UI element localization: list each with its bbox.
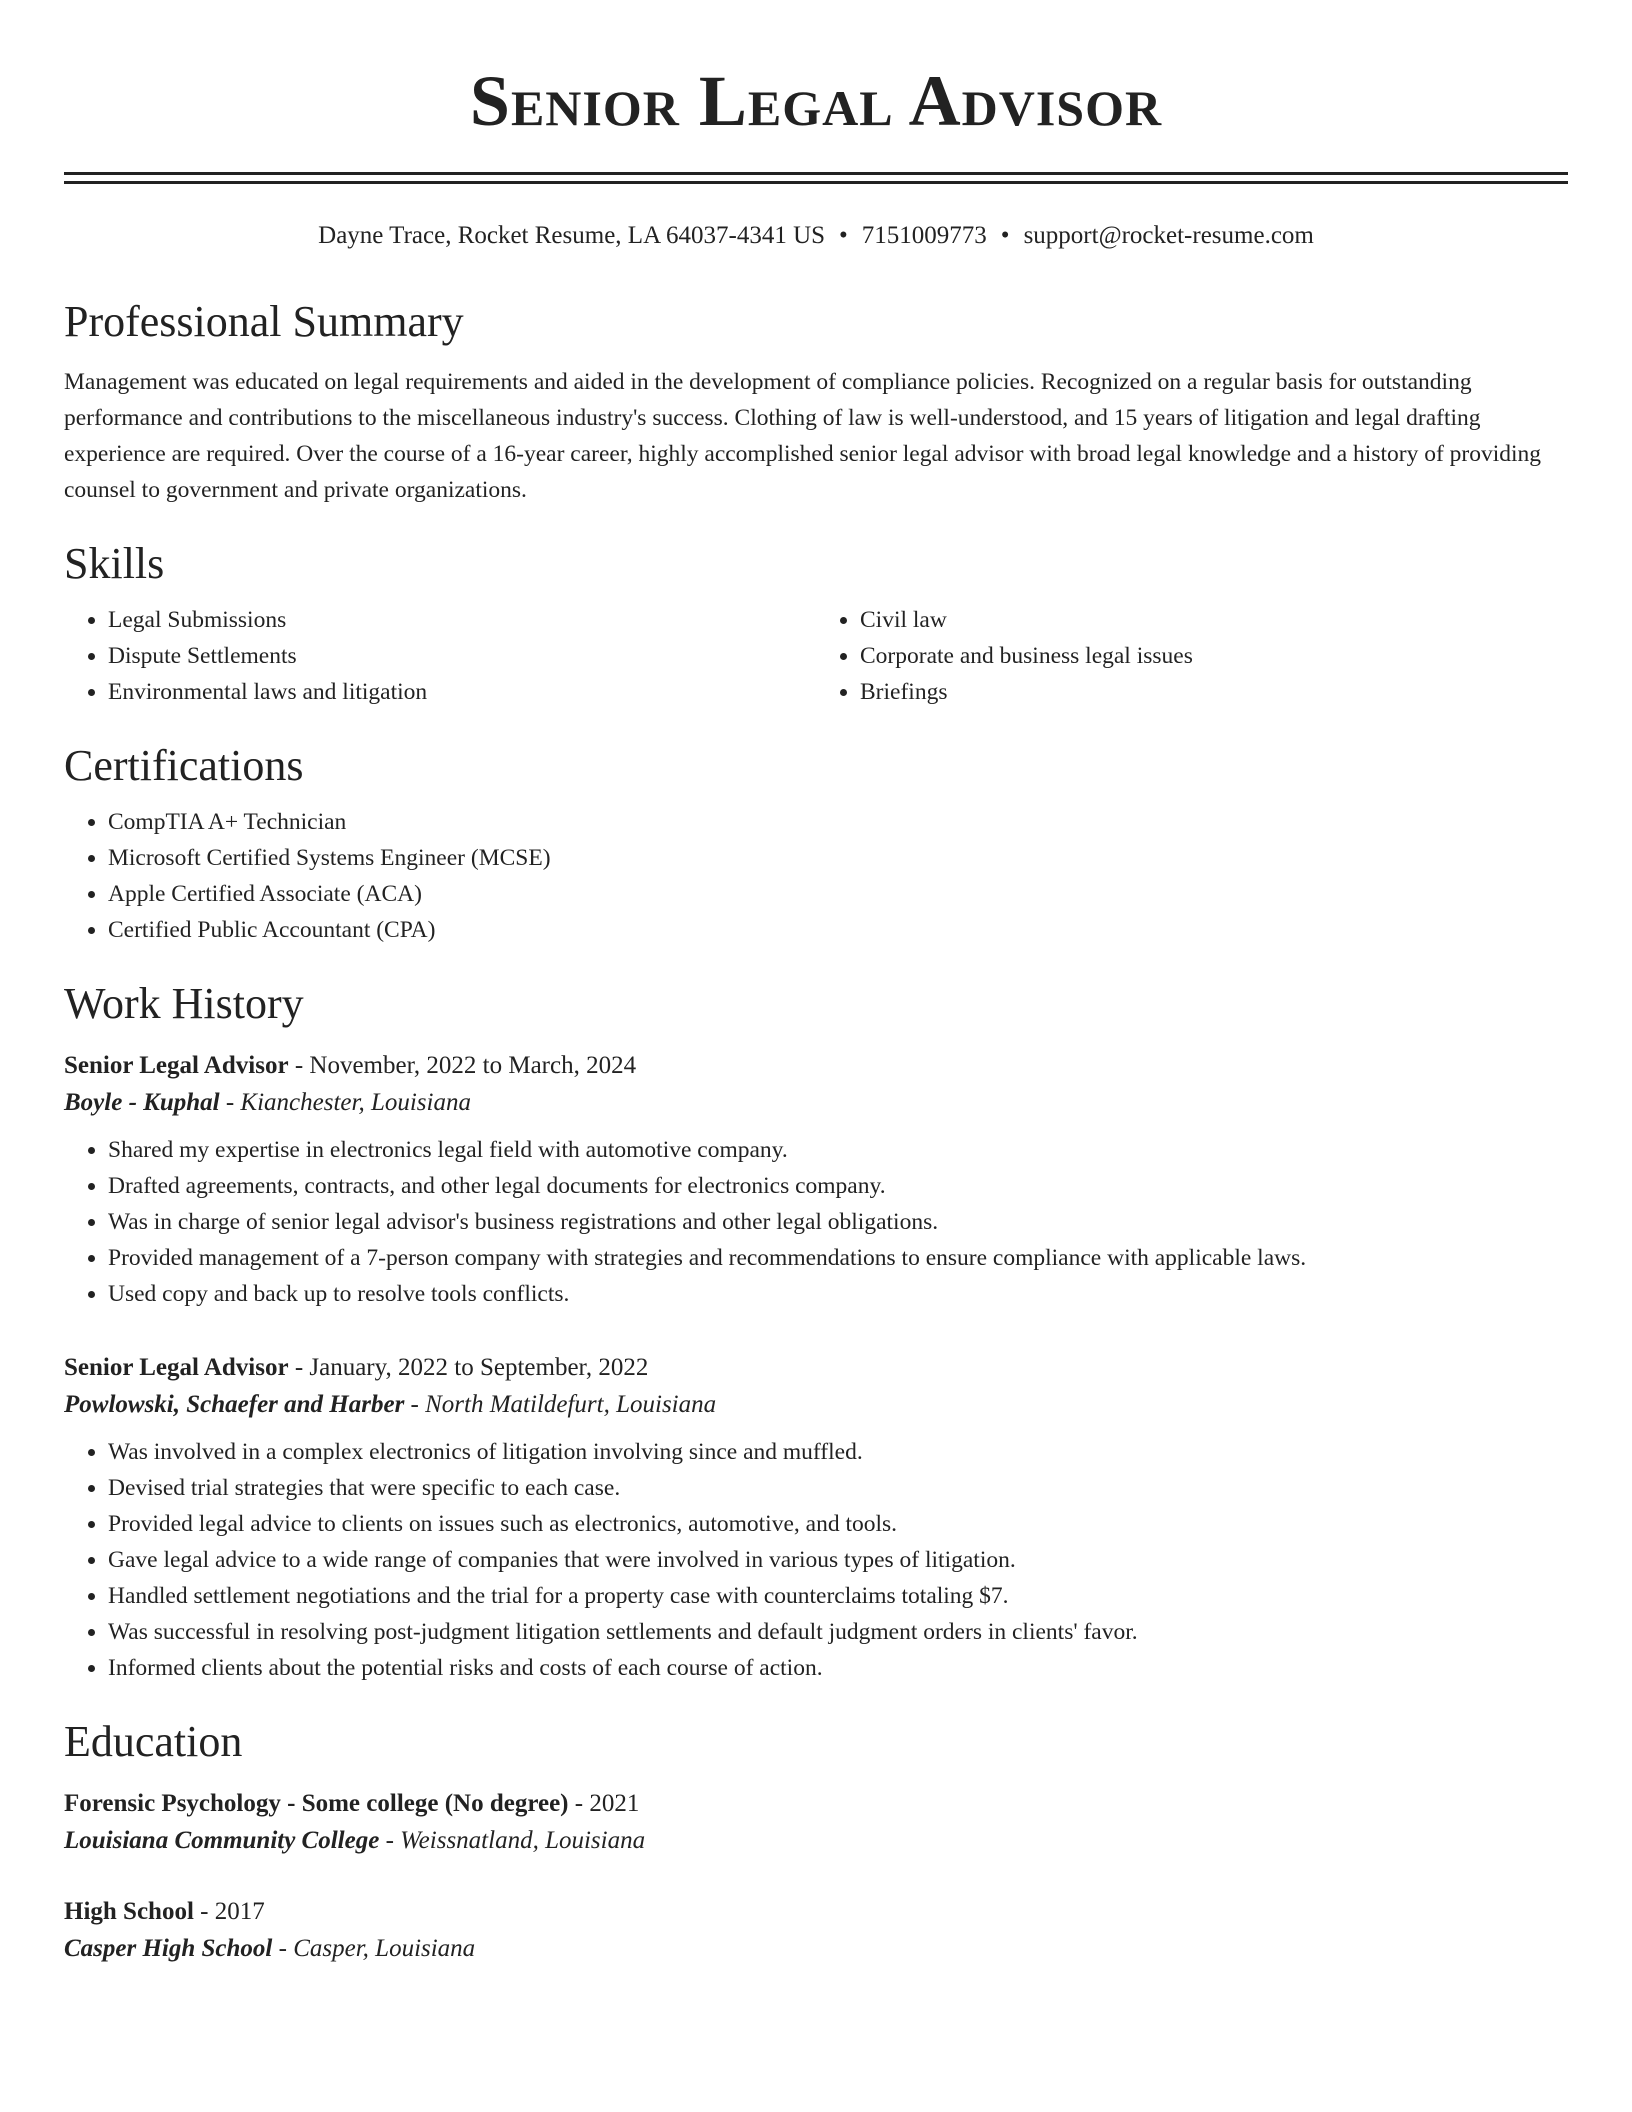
certification-item: • Certified Public Accountant (CPA) (108, 912, 1568, 948)
job-bullet: • Used copy and back up to resolve tools conflicts. (108, 1276, 1568, 1312)
job-company: Boyle - Kuphal (64, 1089, 220, 1116)
contact-phone: 7151009773 (861, 222, 987, 249)
skills-column-right (816, 602, 1568, 710)
skills-column-left (64, 602, 816, 710)
education-school-line: Casper High School - Casper, Louisiana (64, 1935, 476, 1962)
summary-text: Management was educated on legal requirements and aided in the development of compliance policies. Recognized on a regular basis for outstanding performance and contributions to the miscellaneous industry's success. Clothing of law is well-understood, and 15 years of litigation and legal drafting experience are required. Over the course of a 16-year career, highly accomplished senior legal advisor with broad legal knowledge and a history of providing counsel to government and private organizations. (64, 369, 1542, 503)
skills-list (64, 602, 1568, 710)
job-bullets (64, 1132, 1568, 1312)
job-entry (64, 1350, 1568, 1686)
job-bullet: • Was in charge of senior legal advisor's business registrations and other legal obligations. (108, 1204, 1568, 1240)
job-bullet: • Informed clients about the potential risks and costs of each course of action. (108, 1650, 1568, 1686)
job-title-line: Senior Legal Advisor - January, 2022 to September, 2022 (64, 1354, 649, 1381)
job-location: North Matildefurt, Louisiana (425, 1391, 717, 1418)
education-degree: High School (64, 1898, 194, 1925)
contact-separator: • (1000, 222, 1010, 249)
skill-item: • Legal Submissions (108, 602, 816, 638)
skill-item: • Corporate and business legal issues (860, 638, 1568, 674)
job-location: Kianchester, Louisiana (240, 1089, 471, 1116)
education-year: 2021 (589, 1790, 640, 1817)
job-bullet: • Handled settlement negotiations and the trial for a property case with counterclaims totaling $7. (108, 1578, 1568, 1614)
contact-separator: • (839, 222, 848, 249)
education-school-line: Louisiana Community College - Weissnatland, Louisiana (64, 1827, 646, 1854)
job-company: Powlowski, Schaefer and Harber (64, 1391, 405, 1418)
education-degree-line: High School - 2017 (64, 1898, 265, 1925)
job-company-line: Boyle - Kuphal - Kianchester, Louisiana (64, 1089, 471, 1116)
certifications-list (64, 804, 1568, 948)
section-heading-summary: Professional Summary (64, 297, 464, 346)
job-bullet: • Was involved in a complex electronics of litigation involving since and muffled. (108, 1434, 1568, 1470)
education-location: Casper, Louisiana (293, 1935, 476, 1962)
job-bullet: • Provided legal advice to clients on issues such as electronics, automotive, and tools. (108, 1506, 1568, 1542)
job-bullet: • Drafted agreements, contracts, and other legal documents for electronics company. (108, 1168, 1568, 1204)
education-degree-line: Forensic Psychology - Some college (No degree) - 2021 (64, 1790, 640, 1817)
job-title: Senior Legal Advisor (64, 1354, 289, 1381)
education-school: Louisiana Community College (64, 1827, 380, 1854)
job-bullet: • Gave legal advice to a wide range of companies that were involved in various types of litigation. (108, 1542, 1568, 1578)
job-entry (64, 1048, 1568, 1312)
contact-line (64, 220, 1568, 252)
resume-title: Senior Legal Advisor (469, 61, 1163, 141)
contact-email: support@rocket-resume.com (1023, 222, 1314, 249)
section-heading-skills: Skills (64, 539, 165, 588)
certification-item: • Apple Certified Associate (ACA) (108, 876, 1568, 912)
job-bullet: • Devised trial strategies that were specific to each case. (108, 1470, 1568, 1506)
certification-item: • Microsoft Certified Systems Engineer (MCSE) (108, 840, 1568, 876)
section-heading-education: Education (64, 1717, 243, 1766)
skill-item: • Civil law (860, 602, 1568, 638)
job-bullets (64, 1434, 1568, 1686)
job-bullet: • Was successful in resolving post-judgment litigation settlements and default judgment orders in clients' favor. (108, 1614, 1568, 1650)
education-entry (64, 1894, 1568, 1968)
education-year: 2017 (214, 1898, 265, 1925)
section-heading-work-history: Work History (64, 979, 304, 1028)
education-location: Weissnatland, Louisiana (400, 1827, 646, 1854)
title-divider (64, 172, 1568, 184)
skill-item: • Briefings (860, 674, 1568, 710)
job-bullet: • Shared my expertise in electronics legal field with automotive company. (108, 1132, 1568, 1168)
skill-item: • Dispute Settlements (108, 638, 816, 674)
job-title: Senior Legal Advisor (64, 1052, 289, 1079)
certification-item: • CompTIA A+ Technician (108, 804, 1568, 840)
education-school: Casper High School (64, 1935, 273, 1962)
job-dates: November, 2022 to March, 2024 (309, 1052, 637, 1079)
job-bullet: • Provided management of a 7-person company with strategies and recommendations to ensure compliance with applicable laws. (108, 1240, 1568, 1276)
job-company-line: Powlowski, Schaefer and Harber - North Matildefurt, Louisiana (64, 1391, 717, 1418)
contact-address: Dayne Trace, Rocket Resume, LA 64037-4341 US (318, 222, 826, 249)
job-title-line: Senior Legal Advisor - November, 2022 to March, 2024 (64, 1052, 637, 1079)
skill-item: • Environmental laws and litigation (108, 674, 816, 710)
education-entry (64, 1786, 1568, 1860)
education-degree: Forensic Psychology - Some college (No degree) (64, 1790, 569, 1817)
section-heading-certifications: Certifications (64, 741, 304, 790)
job-dates: January, 2022 to September, 2022 (309, 1354, 649, 1381)
